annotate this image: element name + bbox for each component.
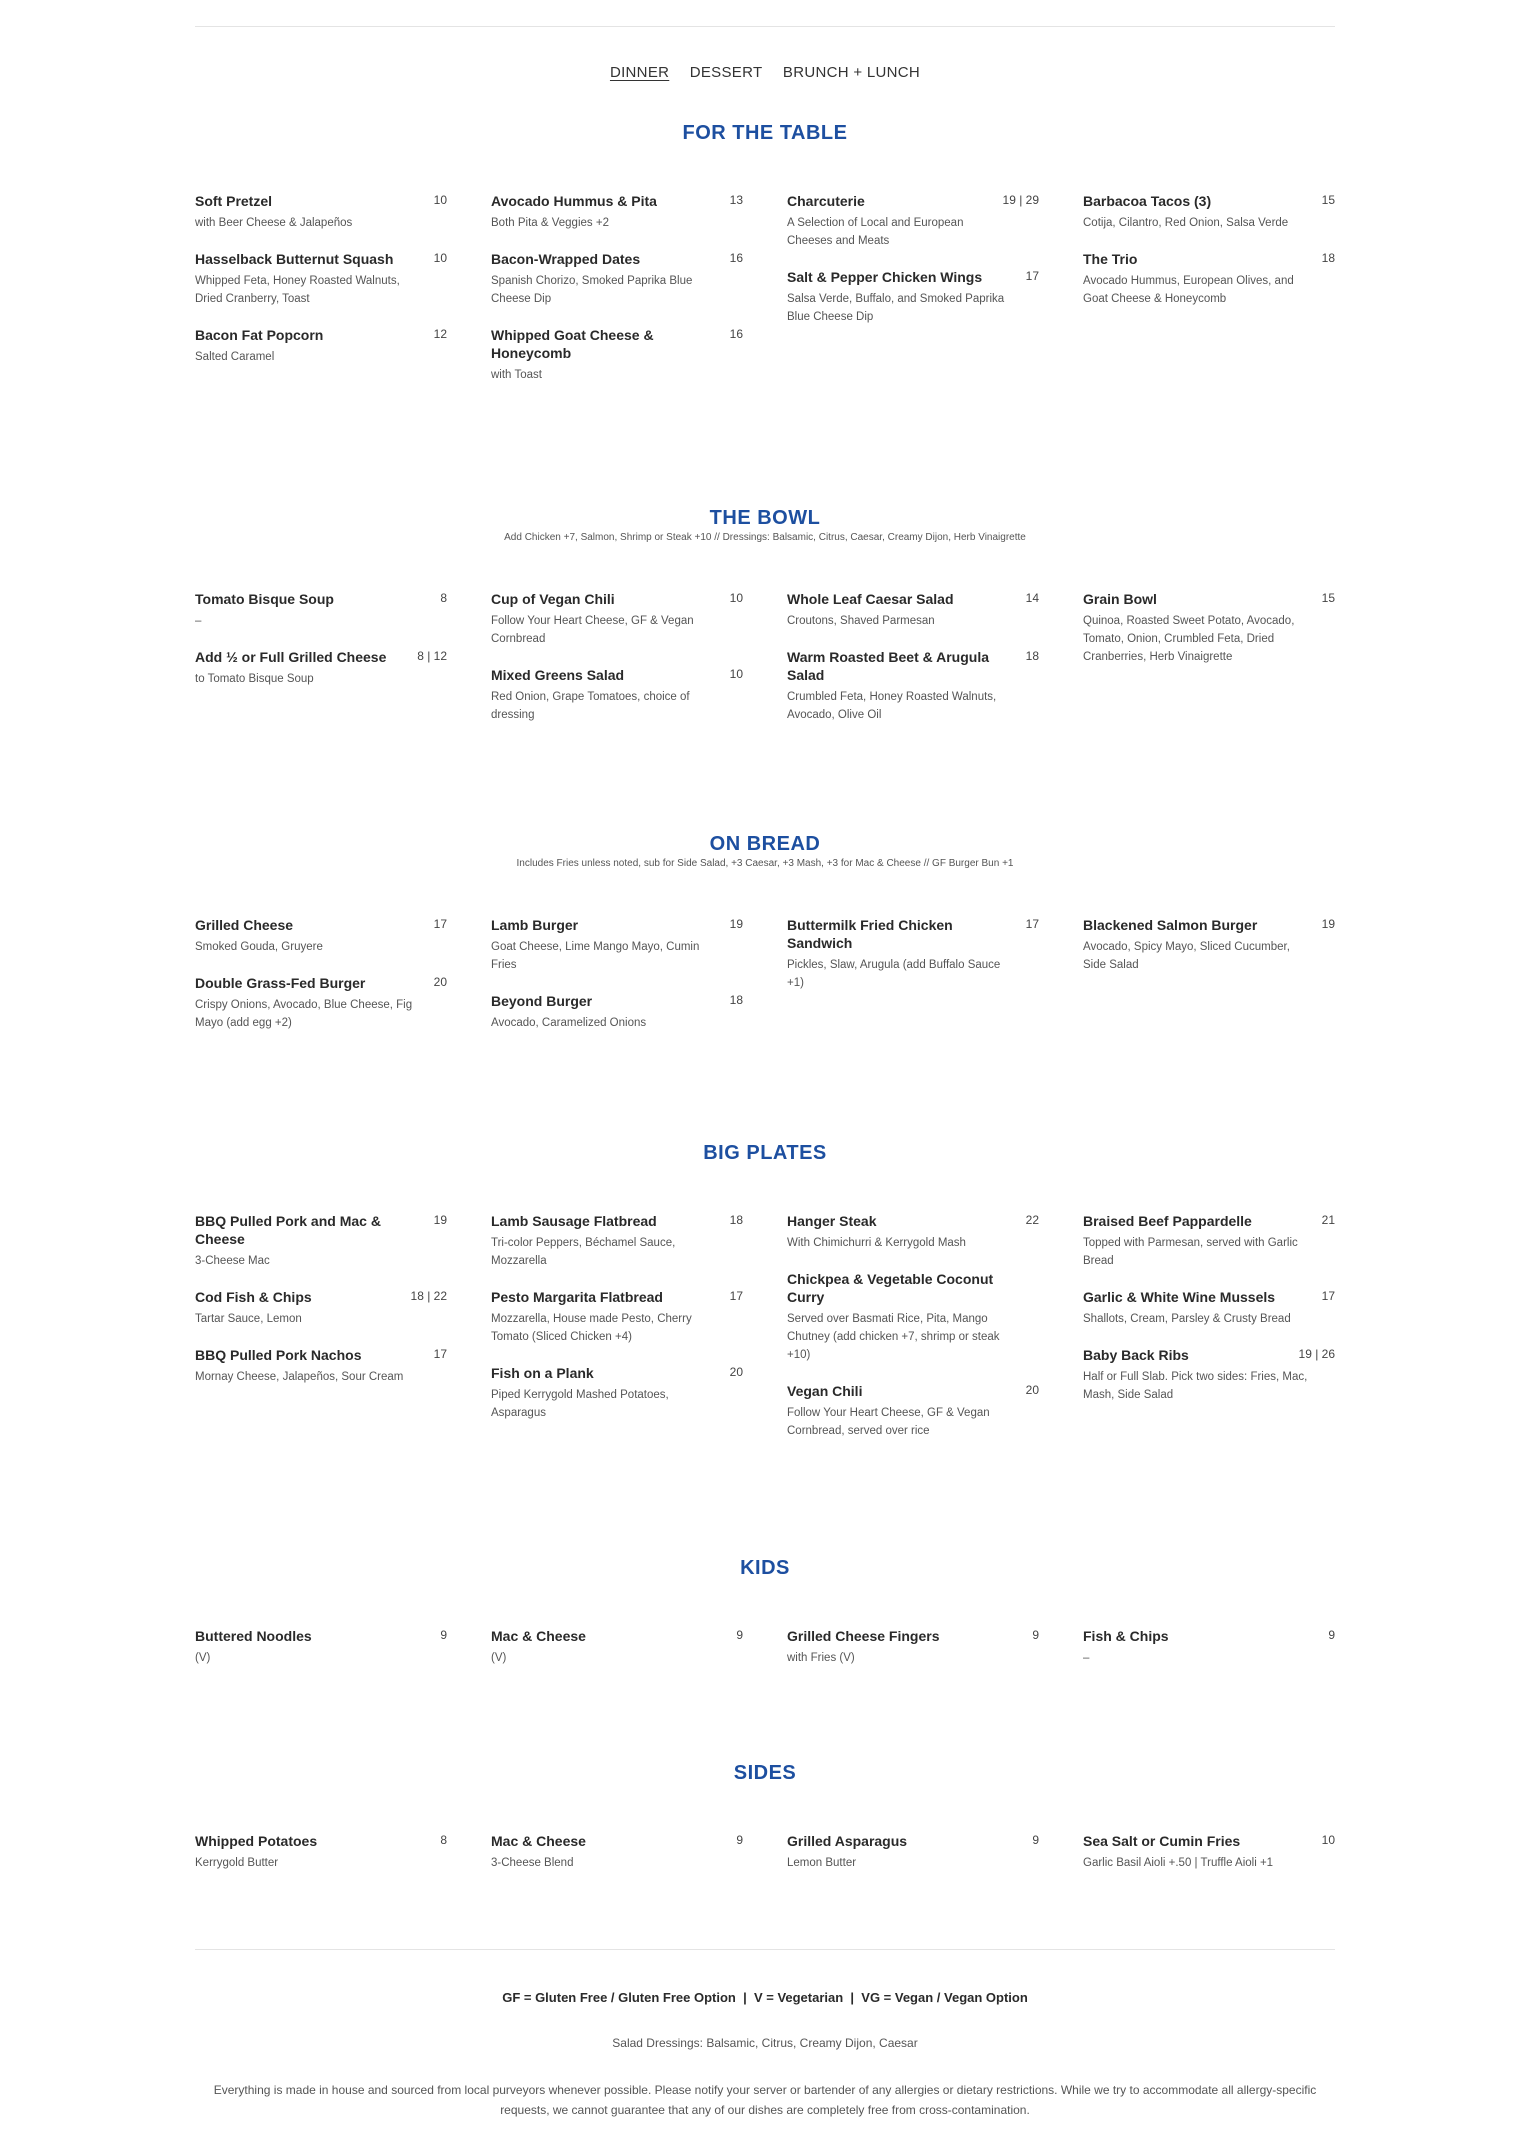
item-name: Grilled Asparagus [787, 1833, 908, 1849]
item-description: Cotija, Cilantro, Red Onion, Salsa Verde [1083, 217, 1289, 229]
item-description: Piped Kerrygold Mashed Potatoes, Asparagus [491, 1389, 669, 1419]
item-name: Vegan Chili [787, 1383, 863, 1399]
item-description: Goat Cheese, Lime Mango Mayo, Cumin Fries [491, 941, 700, 971]
item-description: Kerrygold Butter [195, 1857, 279, 1869]
item-price: 10 [433, 193, 447, 207]
dietary-legend: GF = Gluten Free / Gluten Free Option | V = Vegetarian | VG = Vegan / Vegan Option [502, 1990, 1028, 2005]
item-price: 18 [729, 993, 743, 1007]
item-price: 20 [433, 975, 447, 989]
menu-item [195, 648, 447, 688]
item-description: 3-Cheese Mac [195, 1255, 270, 1267]
item-name: Lamb Sausage Flatbread [491, 1213, 657, 1229]
menu-item [491, 666, 743, 724]
menu-item [195, 250, 447, 308]
item-price: 18 [729, 1213, 743, 1227]
item-price: 10 [433, 251, 447, 265]
item-description: Red Onion, Grape Tomatoes, choice of dressing [491, 691, 690, 721]
section-bread [195, 831, 1335, 1029]
item-name: Sea Salt or Cumin Fries [1083, 1833, 1241, 1849]
item-name: Mac & Cheese [491, 1628, 586, 1644]
item-description: Avocado, Caramelized Onions [491, 1017, 647, 1029]
menu-item [491, 1627, 743, 1667]
item-description: Salsa Verde, Buffalo, and Smoked Paprika Blue Cheese Dip [787, 293, 1005, 323]
menu-column [195, 1832, 447, 1890]
item-description: Mornay Cheese, Jalapeños, Sour Cream [195, 1371, 404, 1383]
menu-item [1083, 192, 1335, 232]
item-price: 9 [736, 1833, 743, 1847]
menu-item [787, 1382, 1039, 1440]
item-description: to Tomato Bisque Soup [195, 673, 314, 685]
item-name: Avocado Hummus & Pita [491, 193, 657, 209]
menu-item [787, 648, 1039, 724]
item-name: Lamb Burger [491, 917, 579, 933]
allergy-disclaimer: Everything is made in house and sourced from local purveyors whenever possible. Please notify your server or bartender of any allergies or dietary restrictions. While we try to accommodate all allergy-specific requests, we cannot guarantee that any of our dishes are completely free from cross-contamination. [213, 2083, 1317, 2117]
item-name: Buttermilk Fried Chicken Sandwich [787, 917, 953, 951]
item-description: Tartar Sauce, Lemon [195, 1313, 302, 1325]
menu-column [195, 590, 447, 706]
item-price: 9 [1032, 1628, 1039, 1642]
menu-item [1083, 1346, 1335, 1404]
menu-column [787, 1832, 1039, 1890]
menu-column [195, 192, 447, 384]
menu-column [787, 1627, 1039, 1685]
menu-tabs [0, 64, 1530, 81]
menu-item [491, 1364, 743, 1422]
section-title: THE BOWL [709, 507, 821, 529]
menu-column [1083, 192, 1335, 326]
tab-brunch-lunch[interactable]: BRUNCH + LUNCH [782, 64, 921, 81]
item-name: Fish on a Plank [491, 1365, 594, 1381]
section-note: Add Chicken +7, Salmon, Shrimp or Steak +10 // Dressings: Balsamic, Citrus, Caesar, Creamy Dijon, Herb Vinaigrette [504, 532, 1026, 543]
item-price: 16 [729, 251, 743, 265]
salad-dressings-note: Salad Dressings: Balsamic, Citrus, Creamy Dijon, Caesar [612, 2036, 918, 2050]
item-price: 17 [1025, 917, 1039, 931]
item-name: Whipped Goat Cheese & Honeycomb [491, 327, 654, 361]
item-price: 9 [736, 1628, 743, 1642]
item-name: Mixed Greens Salad [491, 667, 625, 683]
menu-item [195, 1288, 447, 1328]
item-name: Add ½ or Full Grilled Cheese [195, 649, 387, 665]
menu-item [491, 192, 743, 232]
item-description: Half or Full Slab. Pick two sides: Fries, Mac, Mash, Side Salad [1083, 1371, 1308, 1401]
item-price: 22 [1025, 1213, 1039, 1227]
menu-item [195, 1627, 447, 1667]
menu-item [1083, 590, 1335, 666]
item-price: 8 [440, 591, 447, 605]
item-name: Double Grass-Fed Burger [195, 975, 366, 991]
item-description: Avocado, Spicy Mayo, Sliced Cucumber, Side Salad [1083, 941, 1290, 971]
item-price: 18 [1025, 649, 1039, 663]
item-description: A Selection of Local and European Cheeses and Meats [787, 217, 964, 247]
item-description: (V) [195, 1652, 211, 1664]
item-price: 19 [433, 1213, 447, 1227]
item-name: BBQ Pulled Pork Nachos [195, 1347, 362, 1363]
item-description: with Toast [491, 369, 542, 381]
item-description: Lemon Butter [787, 1857, 857, 1869]
item-name: Salt & Pepper Chicken Wings [787, 269, 983, 285]
menu-item [1083, 1832, 1335, 1872]
item-description: (V) [491, 1652, 507, 1664]
item-price: 19 [729, 917, 743, 931]
item-price: 13 [729, 193, 743, 207]
menu-column [787, 192, 1039, 344]
menu-column [195, 1212, 447, 1404]
item-name: Grilled Cheese Fingers [787, 1628, 940, 1644]
menu-column [491, 1212, 743, 1440]
item-price: 19 | 29 [1002, 193, 1039, 207]
menu-column [787, 916, 1039, 1010]
item-description: Salted Caramel [195, 351, 275, 363]
item-description: with Fries (V) [787, 1652, 855, 1664]
item-price: 16 [729, 327, 743, 341]
menu-column [491, 590, 743, 742]
menu-item [491, 992, 743, 1032]
item-name: Beyond Burger [491, 993, 593, 1009]
item-price: 17 [1025, 269, 1039, 283]
section-title: FOR THE TABLE [682, 122, 848, 144]
menu-column [1083, 1212, 1335, 1422]
item-price: 20 [1025, 1383, 1039, 1397]
item-name: Tomato Bisque Soup [195, 591, 334, 607]
item-name: Grain Bowl [1083, 591, 1157, 607]
item-description: Shallots, Cream, Parsley & Crusty Bread [1083, 1313, 1291, 1325]
item-price: 19 [1321, 917, 1335, 931]
item-description: Crumbled Feta, Honey Roasted Walnuts, Avocado, Olive Oil [787, 691, 997, 721]
menu-item [787, 916, 1039, 992]
menu-item [1083, 916, 1335, 974]
item-name: Whipped Potatoes [195, 1833, 318, 1849]
menu-item [195, 326, 447, 366]
section-title: BIG PLATES [703, 1142, 827, 1164]
menu-item [491, 1832, 743, 1872]
item-description: Pickles, Slaw, Arugula (add Buffalo Sauce +1) [787, 959, 1001, 989]
menu-column [1083, 1627, 1335, 1685]
item-price: 9 [440, 1628, 447, 1642]
item-description: with Beer Cheese & Jalapeños [195, 217, 353, 229]
menu-column [195, 916, 447, 1050]
menu-item [1083, 250, 1335, 308]
item-description: – [1083, 1652, 1090, 1664]
item-price: 18 | 22 [410, 1289, 447, 1303]
item-price: 15 [1321, 591, 1335, 605]
item-price: 14 [1025, 591, 1039, 605]
item-price: 10 [1321, 1833, 1335, 1847]
item-price: 10 [729, 591, 743, 605]
item-name: Chickpea & Vegetable Coconut Curry [787, 1271, 994, 1305]
item-description: Topped with Parmesan, served with Garlic Bread [1083, 1237, 1298, 1267]
menu-column [1083, 590, 1335, 684]
item-name: Bacon-Wrapped Dates [491, 251, 641, 267]
menu-item [787, 590, 1039, 630]
item-price: 9 [1032, 1833, 1039, 1847]
section-kids [195, 1555, 1335, 1664]
item-description: – [195, 615, 202, 627]
item-name: Hanger Steak [787, 1213, 877, 1229]
item-name: The Trio [1083, 251, 1138, 267]
section-sides [195, 1760, 1335, 1869]
menu-item [787, 1270, 1039, 1364]
menu-item [195, 192, 447, 232]
top-divider [195, 26, 1335, 27]
menu-item [787, 1627, 1039, 1667]
menu-item [491, 326, 743, 384]
menu-item [195, 1832, 447, 1872]
footer-divider [195, 1949, 1335, 1950]
item-price: 21 [1321, 1213, 1335, 1227]
menu-item [787, 1212, 1039, 1252]
menu-column [787, 1212, 1039, 1458]
item-price: 17 [729, 1289, 743, 1303]
item-description: Spanish Chorizo, Smoked Paprika Blue Cheese Dip [491, 275, 693, 305]
menu-item [787, 1832, 1039, 1872]
item-price: 12 [433, 327, 447, 341]
item-price: 17 [433, 1347, 447, 1361]
item-description: Crispy Onions, Avocado, Blue Cheese, Fig Mayo (add egg +2) [195, 999, 413, 1029]
item-price: 15 [1321, 193, 1335, 207]
item-description: Follow Your Heart Cheese, GF & Vegan Cornbread [491, 615, 694, 645]
item-name: Warm Roasted Beet & Arugula Salad [787, 649, 989, 683]
item-name: Bacon Fat Popcorn [195, 327, 324, 343]
item-name: Cod Fish & Chips [195, 1289, 312, 1305]
item-description: Whipped Feta, Honey Roasted Walnuts, Dried Cranberry, Toast [195, 275, 400, 305]
item-name: Braised Beef Pappardelle [1083, 1213, 1252, 1229]
item-description: Quinoa, Roasted Sweet Potato, Avocado, Tomato, Onion, Crumbled Feta, Dried Cranberries, Herb Vinaigrette [1083, 615, 1295, 663]
menu-item [195, 590, 447, 630]
menu-item [491, 250, 743, 308]
item-name: Barbacoa Tacos (3) [1083, 193, 1212, 209]
item-name: Whole Leaf Caesar Salad [787, 591, 954, 607]
item-description: Smoked Gouda, Gruyere [195, 941, 323, 953]
item-price: 18 [1321, 251, 1335, 265]
item-description: Mozzarella, House made Pesto, Cherry Tomato (Sliced Chicken +4) [491, 1313, 692, 1343]
menu-column [491, 192, 743, 402]
menu-column [195, 1627, 447, 1685]
section-note: Includes Fries unless noted, sub for Side Salad, +3 Caesar, +3 Mash, +3 for Mac & Cheese // GF Burger Bun +1 [516, 858, 1014, 869]
menu-item [195, 916, 447, 956]
item-name: Buttered Noodles [195, 1628, 312, 1644]
item-price: 17 [1321, 1289, 1335, 1303]
item-price: 17 [433, 917, 447, 931]
item-price: 10 [729, 667, 743, 681]
menu-item [491, 590, 743, 648]
menu-item [1083, 1212, 1335, 1270]
item-name: Mac & Cheese [491, 1833, 586, 1849]
menu-item [195, 974, 447, 1032]
section-title: SIDES [733, 1762, 797, 1784]
item-name: Pesto Margarita Flatbread [491, 1289, 663, 1305]
menu-item [491, 916, 743, 974]
item-description: Avocado Hummus, European Olives, and Goat Cheese & Honeycomb [1083, 275, 1294, 305]
item-price: 8 [440, 1833, 447, 1847]
item-price: 9 [1328, 1628, 1335, 1642]
item-name: Cup of Vegan Chili [491, 591, 615, 607]
item-name: BBQ Pulled Pork and Mac & Cheese [195, 1213, 381, 1247]
menu-item [195, 1212, 447, 1270]
item-price: 8 | 12 [417, 649, 447, 663]
tab-dinner[interactable]: DINNER [609, 64, 670, 81]
menu-item [491, 1288, 743, 1346]
item-name: Hasselback Butternut Squash [195, 251, 394, 267]
section-title: KIDS [740, 1557, 790, 1579]
menu-column [491, 916, 743, 1050]
item-description: With Chimichurri & Kerrygold Mash [787, 1237, 966, 1249]
menu-item [491, 1212, 743, 1270]
item-name: Baby Back Ribs [1083, 1347, 1189, 1363]
menu-column [1083, 916, 1335, 992]
item-description: Served over Basmati Rice, Pita, Mango Chutney (add chicken +7, shrimp or steak +10) [787, 1313, 1000, 1361]
section-bowl [195, 505, 1335, 721]
item-price: 20 [729, 1365, 743, 1379]
menu-item [1083, 1288, 1335, 1328]
item-price: 19 | 26 [1298, 1347, 1335, 1361]
item-name: Grilled Cheese [195, 917, 294, 933]
tab-dessert[interactable]: DESSERT [689, 64, 763, 81]
section-table [195, 120, 1335, 381]
section-title: ON BREAD [709, 833, 821, 855]
item-description: Follow Your Heart Cheese, GF & Vegan Cornbread, served over rice [787, 1407, 990, 1437]
item-description: Tri-color Peppers, Béchamel Sauce, Mozzarella [491, 1237, 676, 1267]
menu-item [1083, 1627, 1335, 1667]
item-name: Fish & Chips [1083, 1628, 1169, 1644]
item-description: Croutons, Shaved Parmesan [787, 615, 935, 627]
menu-column [787, 590, 1039, 742]
item-name: Soft Pretzel [195, 193, 273, 209]
menu-item [195, 1346, 447, 1386]
item-description: Garlic Basil Aioli +.50 | Truffle Aioli +1 [1083, 1857, 1274, 1869]
menu-item [787, 268, 1039, 326]
item-name: Blackened Salmon Burger [1083, 917, 1258, 933]
item-name: Garlic & White Wine Mussels [1083, 1289, 1276, 1305]
section-big [195, 1140, 1335, 1437]
item-description: Both Pita & Veggies +2 [491, 217, 609, 229]
menu-item [787, 192, 1039, 250]
menu-column [491, 1627, 743, 1685]
item-name: Charcuterie [787, 193, 865, 209]
menu-column [491, 1832, 743, 1890]
item-description: 3-Cheese Blend [491, 1857, 574, 1869]
menu-column [1083, 1832, 1335, 1890]
